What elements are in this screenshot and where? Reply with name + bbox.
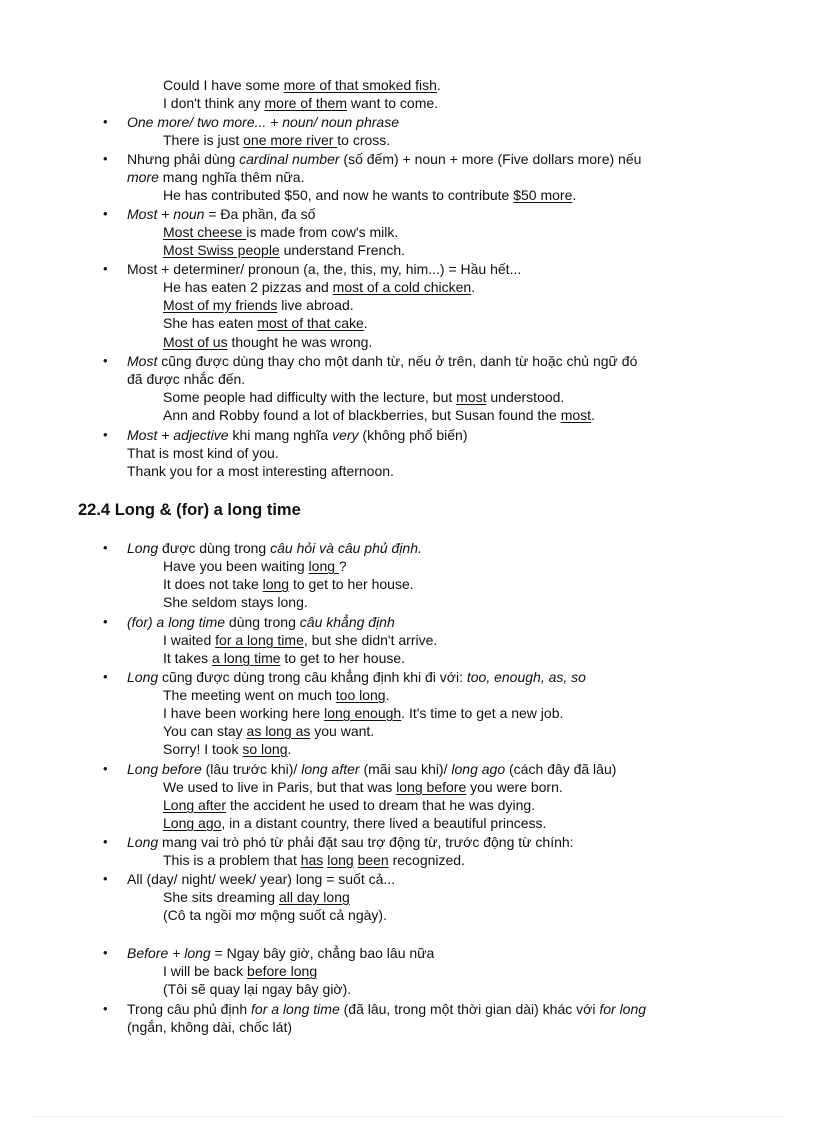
rule-line: more mang nghĩa thêm nữa. (127, 169, 305, 185)
bullet-icon: • (103, 945, 108, 960)
example-line: Could I have some more of that smoked fish. (163, 77, 441, 93)
translation-line: (Cô ta ngồi mơ mộng suốt cả ngày). (163, 907, 387, 923)
rule-line: Long before (lâu trước khi)/ long after (mãi sau khi)/ long ago (cách đây đã lâu) (127, 761, 617, 777)
bullet-icon: • (103, 427, 108, 442)
example-line: She seldom stays long. (163, 594, 308, 610)
example-line: Long ago, in a distant country, there lived a beautiful princess. (163, 815, 547, 831)
example-line: It does not take long to get to her house. (163, 576, 414, 592)
rule-line: Most + noun = Đa phần, đa số (127, 206, 316, 222)
bullet-icon: • (103, 1001, 108, 1016)
example-line: Have you been waiting long ? (163, 558, 347, 574)
example-line: I don't think any more of them want to come. (163, 95, 439, 111)
example-line: Sorry! I took so long. (163, 741, 292, 757)
rule-line: Before + long = Ngay bây giờ, chẳng bao lâu nữa (127, 945, 435, 961)
rule-line: Long mang vai trò phó từ phải đặt sau trợ động từ, trước động từ chính: (127, 834, 574, 850)
translation-line: (Tôi sẽ quay lại ngay bây giờ). (163, 981, 352, 997)
example-line: He has contributed $50, and now he wants to contribute $50 more. (163, 187, 577, 203)
example-line: There is just one more river to cross. (163, 132, 391, 148)
bullet-icon: • (103, 871, 108, 886)
bullet-icon: • (103, 761, 108, 776)
rule-line: Most + determiner/ pronoun (a, the, this, my, him...) = Hầu hết... (127, 261, 522, 277)
bullet-icon: • (103, 261, 108, 276)
example-line: I waited for a long time, but she didn't arrive. (163, 632, 438, 648)
bullet-icon: • (103, 151, 108, 166)
bullet-icon: • (103, 206, 108, 221)
example-line: This is a problem that has long been recognized. (163, 852, 465, 868)
bullet-icon: • (103, 614, 108, 629)
example-line: Most of my friends live abroad. (163, 297, 354, 313)
rule-line: (for) a long time dùng trong câu khẳng định (127, 614, 395, 630)
page-bottom-divider (30, 1116, 786, 1117)
example-line: Ann and Robby found a lot of blackberries, but Susan found the most. (163, 407, 595, 423)
example-line: I will be back before long (163, 963, 318, 979)
example-line: He has eaten 2 pizzas and most of a cold chicken. (163, 279, 476, 295)
example-line: Thank you for a most interesting afternoon. (127, 463, 394, 479)
example-line: She has eaten most of that cake. (163, 315, 368, 331)
example-line: She sits dreaming all day long (163, 889, 350, 905)
example-line: That is most kind of you. (127, 445, 279, 461)
example-line: Most Swiss people understand French. (163, 242, 406, 258)
example-line: You can stay as long as you want. (163, 723, 375, 739)
rule-line: Most cũng được dùng thay cho một danh từ, nếu ở trên, danh từ hoặc chủ ngữ đó (127, 353, 638, 369)
example-line: We used to live in Paris, but that was long before you were born. (163, 779, 563, 795)
example-line: Most of us thought he was wrong. (163, 334, 373, 350)
example-line: The meeting went on much too long. (163, 687, 390, 703)
example-line: I have been working here long enough. It's time to get a new job. (163, 705, 564, 721)
example-line: Long after the accident he used to dream that he was dying. (163, 797, 536, 813)
rule-line: Long cũng được dùng trong câu khẳng định khi đi với: too, enough, as, so (127, 669, 586, 685)
example-line: It takes a long time to get to her house. (163, 650, 406, 666)
rule-line: (ngắn, không dài, chốc lát) (127, 1019, 292, 1035)
example-line: Some people had difficulty with the lecture, but most understood. (163, 389, 565, 405)
section-heading: 22.4 Long & (for) a long time (78, 501, 301, 519)
rule-line: đã được nhắc đến. (127, 371, 246, 387)
example-line: Most cheese is made from cow's milk. (163, 224, 399, 240)
rule-line: Most + adjective khi mang nghĩa very (không phổ biến) (127, 427, 468, 443)
bullet-icon: • (103, 834, 108, 849)
rule-line: Trong câu phủ định for a long time (đã lâu, trong một thời gian dài) khác với for long (127, 1001, 647, 1017)
rule-line: Long được dùng trong câu hỏi và câu phủ định. (127, 540, 422, 556)
rule-line: All (day/ night/ week/ year) long = suốt cả... (127, 871, 396, 887)
bullet-icon: • (103, 669, 108, 684)
rule-line: One more/ two more... + noun/ noun phrase (127, 114, 399, 130)
bullet-icon: • (103, 114, 108, 129)
bullet-icon: • (103, 353, 108, 368)
bullet-icon: • (103, 540, 108, 555)
rule-line: Nhưng phải dùng cardinal number (số đếm) + noun + more (Five dollars more) nếu (127, 151, 642, 167)
